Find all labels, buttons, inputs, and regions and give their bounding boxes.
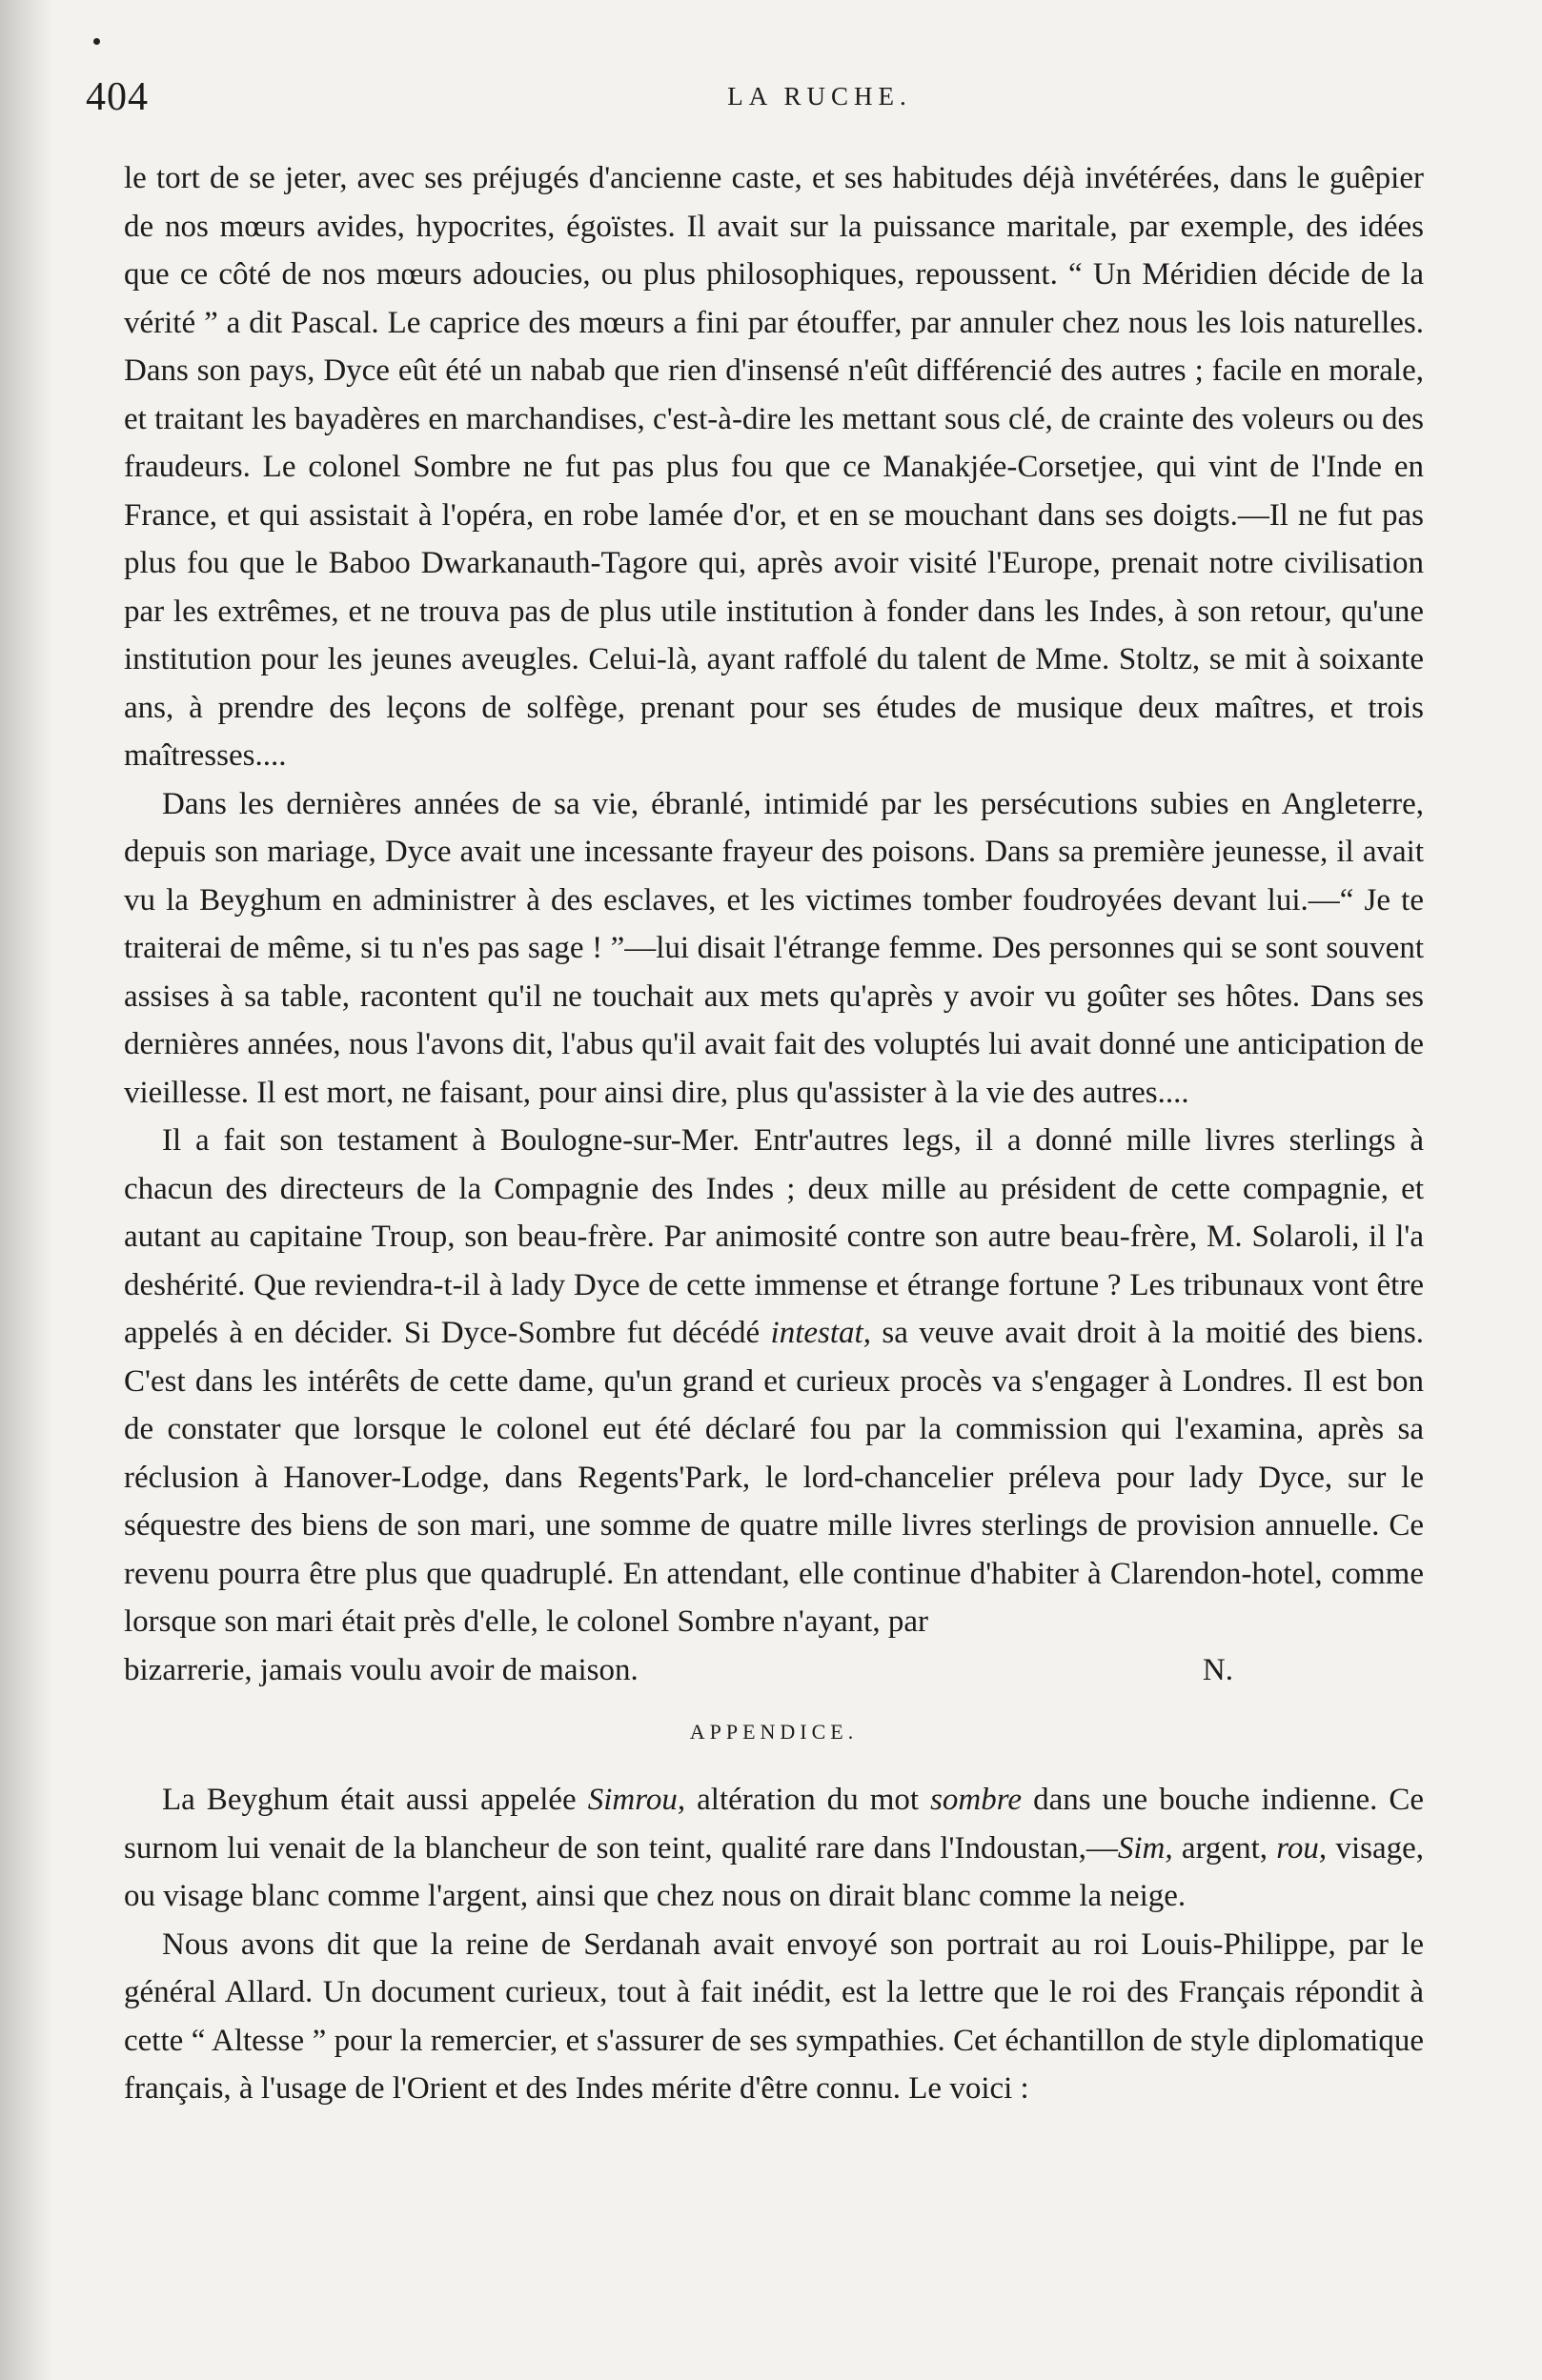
paragraph-continued: le tort de se jeter, avec ses préjugés d'ancienne caste, et ses habitudes déjà invétérées, dans le guêpier de nos mœurs avides, hypocrites, égoïstes. Il avait sur la puissance maritale, par exemple, des idées que ce côté de nos mœurs adoucies, ou plus philosophiques, repoussent. “ Un Méridien décide de la vérité ” a dit Pascal. Le caprice des mœurs a fini par étouffer, par annuler chez nous les lois naturelles. Dans son pays, Dyce eût été un nabab que rien d'insensé n'eût différencié des autres ; facile en morale, et traitant les bayadères en marchandises, c'est-à-dire les mettant sous clé, de crainte des voleurs ou des fraudeurs. Le colonel Sombre ne fut pas plus fou que ce Manakjée-Corsetjee, qui vint de l'Inde en France, et qui assistait à l'opéra, en robe lamée d'or, et en se mouchant dans ses doigts.—Il ne fut pas plus fou que le Baboo Dwarkanauth-Tagore qui, après avoir visité l'Europe, prenait notre civilisation par les extrêmes, et ne trouva pas de plus utile institution à fonder dans les Indes, à son retour, qu'une institution pour les jeunes aveugles. Celui-là, ayant raffolé du talent de Mme. Stoltz, se mit à soixante ans, à prendre des leçons de solfège, prenant pour ses études de musique deux maîtres, et trois maîtresses.... xyxy=(124,161,1424,773)
paragraph-testament xyxy=(124,1117,1424,1646)
simrou-word: Simrou, xyxy=(587,1783,686,1817)
sombre-word: sombre xyxy=(930,1783,1023,1817)
running-head: LA RUCHE. xyxy=(727,82,912,111)
appendix-title: APPENDICE. xyxy=(689,1720,859,1744)
author-signature: N. xyxy=(1202,1652,1233,1687)
appendix-text: altération du mot xyxy=(697,1783,920,1817)
appendix-paragraph-letter: Nous avons dit que la reine de Serdanah avait envoyé son portrait au roi Louis-Philippe, par le général Allard. Un document curieux, tout à fait inédit, est la lettre que le roi des Français répondit à cette “ Altesse ” pour la remercier, et s'assurer de ses sympathies. Cet échantillon de style diplomatique français, à l'usage de l'Orient et des Indes mérite d'être connu. Le voici : xyxy=(124,1926,1424,2106)
closing-text: bizarrerie, jamais voulu avoir de maison. xyxy=(124,1652,639,1687)
testament-text-tail: sa veuve avait droit à la moitié des biens. C'est dans les intérêts de cette dame, qu'un grand et curieux procès va s'engager à Londres. Il est bon de constater que lorsque le colonel eut été déclaré fou par la commission qui l'examina, après sa réclusion à Hanover-Lodge, dans Regents'Park, le lord-chancelier préleva pour lady Dyce, sur le séquestre des biens de son mari, une somme de quatre mille livres sterlings de provision annuelle. Ce revenu pourra être plus que quadruplé. En attendant, elle continue d'habiter à Clarendon-hotel, comme lorsque son mari était près d'elle, le colonel Sombre n'ayant, par xyxy=(124,1316,1424,1639)
appendix-text: visage, ou visage blanc comme l'argent, ainsi que chez nous on dirait blanc comme la neige. xyxy=(124,1830,1424,1913)
appendix-paragraph-simrou xyxy=(124,1776,1424,1921)
sim-word: Sim, xyxy=(1117,1830,1173,1866)
ink-speck xyxy=(93,38,100,45)
closing-line xyxy=(124,1646,1424,1695)
intestat-word: intestat, xyxy=(770,1316,871,1350)
page-header xyxy=(86,74,1477,131)
testament-text: Il a fait son testament à Boulogne-sur-Mer. Entr'autres legs, il a donné mille livres sterlings à chacun des directeurs de la Compagnie des Indes ; deux mille au président de cette compagnie, et autant au capitaine Troup, son beau-frère. Par animosité contre son autre beau-frère, M. Solaroli, il l'a deshérité. Que reviendra-t-il à lady Dyce de cette immense et étrange fortune ? Les tribunaux vont être appelés à en décider. Si Dyce-Sombre fut décédé xyxy=(124,1123,1424,1350)
paragraph-poisons: Dans les dernières années de sa vie, ébranlé, intimidé par les persécutions subies en Angleterre, depuis son mariage, Dyce avait une incessante frayeur des poisons. Dans sa première jeunesse, il avait vu la Beyghum en administrer à des esclaves, et les victimes tomber foudroyées devant lui.—“ Je te traiterai de même, si tu n'es pas sage ! ”—lui disait l'étrange femme. Des personnes qui se sont souvent assises à sa table, racontent qu'il ne touchait aux mets qu'après y avoir vu goûter ses hôtes. Dans ses dernières années, nous l'avons dit, l'abus qu'il avait fait des voluptés lui avait donné une anticipation de vieillesse. Il est mort, ne faisant, pour ainsi dire, plus qu'assister à la vie des autres.... xyxy=(124,786,1424,1110)
binding-shadow xyxy=(0,0,53,2380)
body-text xyxy=(124,154,1424,2113)
rou-word: rou, xyxy=(1276,1830,1328,1866)
appendix-text: dans une bouche indienne. Ce surnom lui venait de la blancheur de son teint, qualité rare dans l'Indoustan,— xyxy=(124,1783,1425,1866)
page-number: 404 xyxy=(86,75,149,119)
appendix-text: La Beyghum était aussi appelée xyxy=(162,1783,577,1817)
appendix-text: argent, xyxy=(1181,1830,1268,1866)
